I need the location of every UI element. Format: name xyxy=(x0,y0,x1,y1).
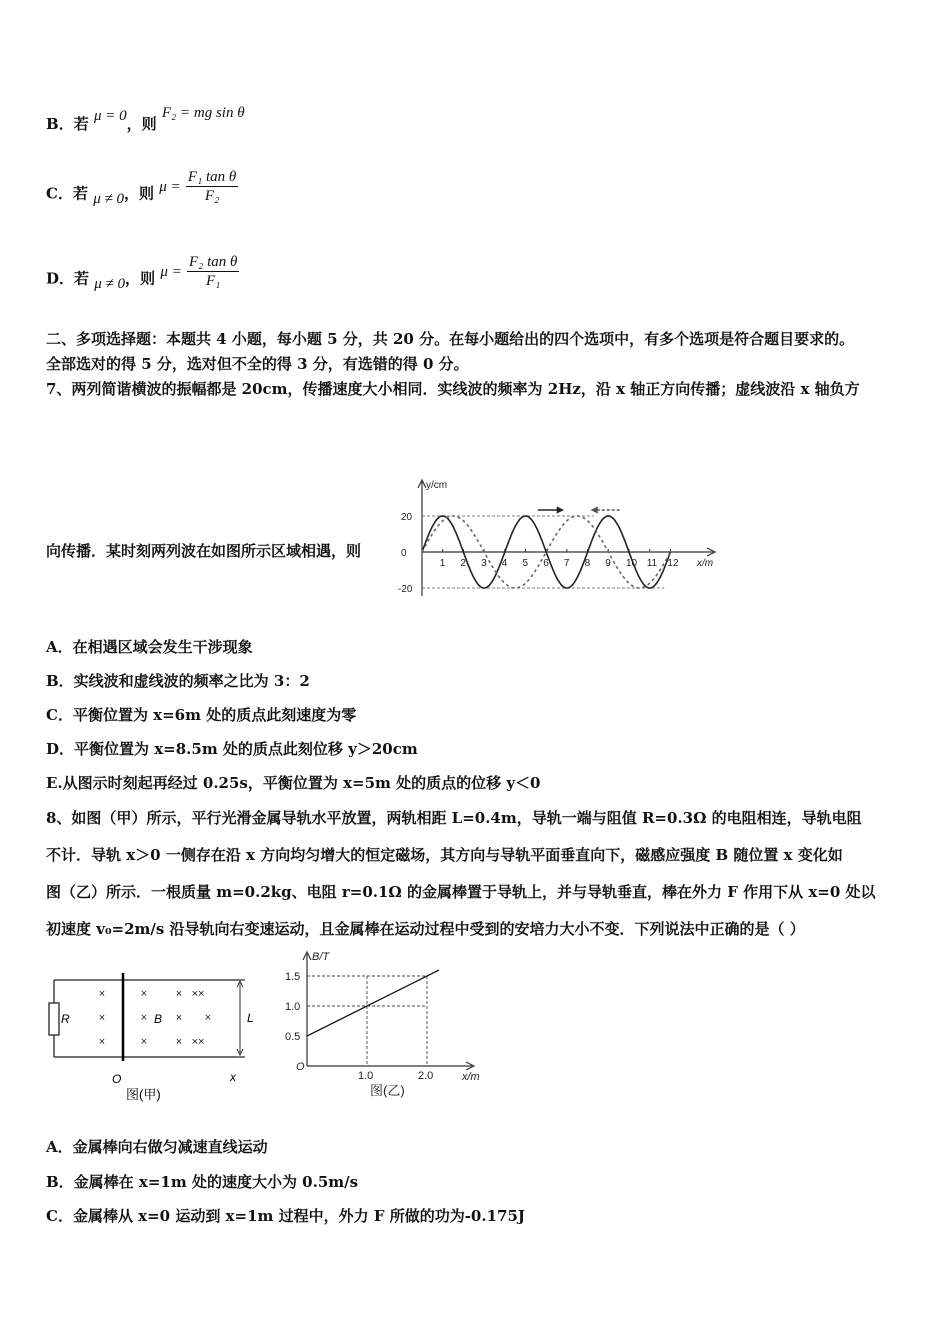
section-heading: 二、多项选择题：本题共 4 小题，每小题 5 分，共 20 分。在每小题给出的四个选项中，有多个选项是符合题目要求的。 xyxy=(46,330,855,348)
svg-text:×: × xyxy=(98,1036,106,1048)
y-tick-label: 1.0 xyxy=(285,1001,301,1013)
q7-option-c: C．平衡位置为 x=6m 处的质点此刻速度为零 xyxy=(46,706,357,724)
q8-option-b: B．金属棒在 x=1m 处的速度大小为 0.5m/s xyxy=(46,1173,359,1191)
q7-option-a: A．在相遇区域会发生干涉现象 xyxy=(46,638,253,656)
condition: μ ≠ 0 xyxy=(93,190,124,207)
x-tick-label: 1 xyxy=(439,558,446,569)
y-tick-label: 1.5 xyxy=(285,971,301,983)
x-axis-label: x/m xyxy=(462,1071,480,1083)
series-b-line xyxy=(307,970,439,1036)
y-tick-label: 0 xyxy=(401,548,407,559)
option-q6-c: C．若 μ ≠ 0，则 μ = $\frac{\text{F₁ tan θ}}{\text{F₂}}$ xyxy=(46,169,237,207)
label-b: B xyxy=(154,1012,163,1026)
arrow-dashed-head xyxy=(592,507,598,513)
y-tick-label: -20 xyxy=(398,584,413,595)
condition: μ ≠ 0 xyxy=(94,275,126,292)
q7-stem-1: 7、两列简谐横波的振幅都是 20cm，传播速度大小相同．实线波的频率为 2Hz，沿 x 轴正方向传播；虚线波沿 x 轴负方 xyxy=(46,380,860,398)
x-tick-label: 4 xyxy=(501,558,508,569)
svg-text:××: ×× xyxy=(191,988,205,1000)
origin-label: O xyxy=(296,1061,305,1073)
wave-chart xyxy=(395,476,735,606)
q7-option-d: D．平衡位置为 x=8.5m 处的质点此刻位移 y＞20cm xyxy=(46,740,418,758)
caption-yi: 图(乙) xyxy=(370,1083,405,1098)
condition: μ = 0 xyxy=(93,108,127,124)
svg-text:×: × xyxy=(204,1012,212,1024)
fraction: $\frac{\text{F₂ tan θ}}{\text{F₁}}$ xyxy=(188,254,238,289)
label-r: R xyxy=(61,1012,70,1026)
svg-text:×: × xyxy=(175,1012,183,1024)
label-l: L xyxy=(247,1011,254,1025)
x-tick-label: 11 xyxy=(646,558,658,569)
q8-stem-2: 不计．导轨 x＞0 一侧存在沿 x 方向均匀增大的恒定磁场，其方向与导轨平面垂直向下，磁感应强度 B 随位置 x 变化如 xyxy=(46,846,843,864)
x-tick-label: 2 xyxy=(460,558,466,569)
x-tick-label: 10 xyxy=(626,558,638,569)
q7-option-e: E.从图示时刻起再经过 0.25s，平衡位置为 x=5m 处的质点的位移 y＜0 xyxy=(46,774,541,792)
q8-stem-3: 图（乙）所示．一根质量 m=0.2kg、电阻 r=0.1Ω 的金属棒置于导轨上，并与导轨垂直，棒在外力 F 作用下从 x=0 处以 xyxy=(46,883,876,901)
svg-text:×: × xyxy=(175,1036,183,1048)
svg-text:××: ×× xyxy=(191,1036,205,1048)
svg-text:×: × xyxy=(140,1036,148,1048)
caption-jia: 图(甲) xyxy=(126,1087,161,1102)
x-tick-label: 12 xyxy=(667,558,679,569)
arrow-solid-head xyxy=(557,507,563,513)
figure-jia xyxy=(40,965,270,1115)
q8-stem-4: 初速度 v₀=2m/s 沿导轨向右变速运动，且金属棒在运动过程中受到的安培力大小不变．下列说法中正确的是（ ） xyxy=(46,920,805,938)
q8-option-a: A．金属棒向右做匀减速直线运动 xyxy=(46,1138,268,1156)
label-o: O xyxy=(112,1072,122,1086)
y-axis-label: y/cm xyxy=(426,480,448,491)
q7-option-b: B．实线波和虚线波的频率之比为 3：2 xyxy=(46,672,310,690)
option-q6-d: D．若 μ ≠ 0，则 μ = $\frac{\text{F₂ tan θ}}{\text{F₁}}$ xyxy=(46,254,238,292)
svg-text:×: × xyxy=(140,988,148,1000)
x-tick-label: 9 xyxy=(605,558,611,569)
x-tick-label: 6 xyxy=(543,558,549,569)
x-axis-label: x/m xyxy=(697,558,714,569)
section-heading-2: 全部选对的得 5 分，选对但不全的得 3 分，有选错的得 0 分。 xyxy=(46,355,469,373)
option-q6-b: B．若 μ = 0，则 F₂ = mg sin θ xyxy=(46,105,245,133)
formula: F₂ = mg sin θ xyxy=(161,105,245,121)
svg-text:×: × xyxy=(98,1012,106,1024)
x-tick-label: 2.0 xyxy=(418,1070,434,1082)
x-tick-label: 3 xyxy=(481,558,487,569)
y-tick-label: 0.5 xyxy=(285,1031,301,1043)
q8-stem-1: 8、如图（甲）所示，平行光滑金属导轨水平放置，两轨相距 L=0.4m，导轨一端与阻值 R=0.3Ω 的电阻相连，导轨电阻 xyxy=(46,809,862,827)
x-tick-label: 1.0 xyxy=(358,1070,374,1082)
figure-yi-chart xyxy=(280,948,490,1098)
q8-option-c: C．金属棒从 x=0 运动到 x=1m 过程中，外力 F 所做的功为-0.175J xyxy=(46,1207,525,1225)
svg-text:×: × xyxy=(140,1012,148,1024)
q7-stem-2: 向传播．某时刻两列波在如图所示区域相遇，则 xyxy=(46,542,362,560)
y-axis-label: B/T xyxy=(312,951,330,963)
x-tick-label: 5 xyxy=(522,558,529,569)
y-tick-label: 20 xyxy=(401,512,413,523)
fraction: $\frac{\text{F₁ tan θ}}{\text{F₂}}$ xyxy=(187,169,237,204)
label-x: x xyxy=(230,1070,236,1084)
x-tick-label: 8 xyxy=(584,558,591,569)
svg-text:×: × xyxy=(175,988,183,1000)
x-tick-label: 7 xyxy=(563,558,570,569)
svg-text:×: × xyxy=(98,988,106,1000)
